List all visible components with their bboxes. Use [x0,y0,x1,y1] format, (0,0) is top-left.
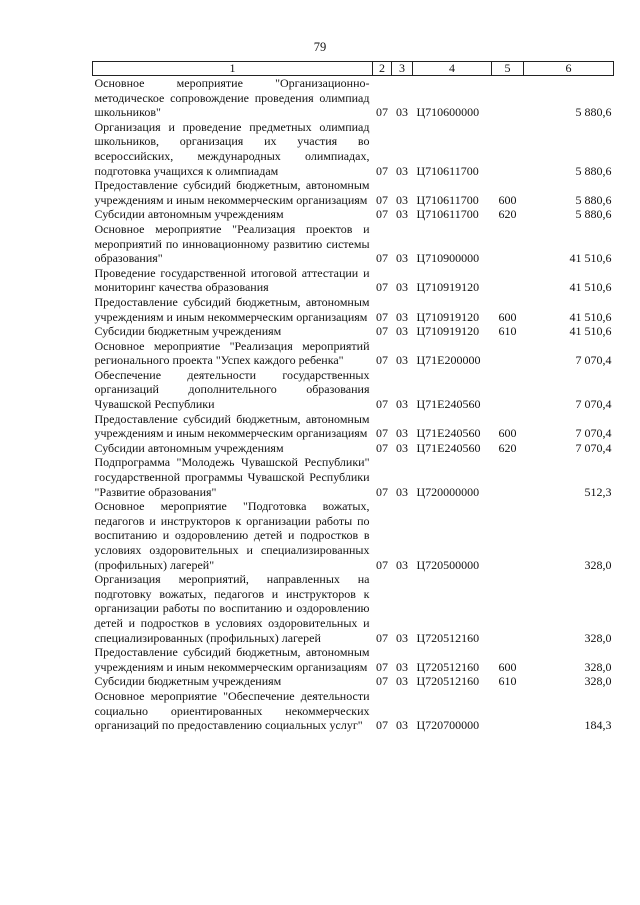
row-target-code-cell: Ц710900000 [416,251,480,266]
row-section-cell: 07 [376,718,388,733]
row-section-cell: 07 [376,105,388,120]
row-name-cell: Субсидии бюджетным учреждениям [94,324,282,339]
table-row [93,499,614,572]
table-row [93,120,614,178]
row-subsection-cell: 03 [396,192,408,207]
table-row [93,368,614,412]
row-section-cell: 07 [376,659,388,674]
row-section-cell: 07 [376,280,388,295]
row-section-cell: 07 [376,353,388,368]
row-subsection-cell: 03 [396,718,408,733]
row-subsection-cell: 03 [396,280,408,295]
row-target-code-cell: Ц710919120 [416,324,480,339]
row-name-cell: Основное мероприятие "Реализация проектов и мероприятий по инновационному развитию системы образования" [94,221,370,266]
row-name-cell: Субсидии автономным учреждениям [94,440,284,455]
row-subsection-cell: 03 [396,105,408,120]
row-amount-cell: 7 070,4 [575,353,612,368]
row-subsection-cell: 03 [396,251,408,266]
table-row [93,76,614,120]
row-name-cell: Организация и проведение предметных олимпиад школьников, организация их участия во всероссийских, международных олимпиадах, подготовка учащихся к олимпиадам [94,119,370,178]
row-expense-type-cell [492,455,524,499]
table-row [93,295,614,324]
row-expense-type-cell [492,266,524,295]
row-expense-type-cell [492,339,524,368]
row-amount-cell: 7 070,4 [575,426,612,441]
row-subsection-cell: 03 [396,630,408,645]
row-amount-cell: 41 510,6 [569,251,612,266]
header-col-5: 5 [492,62,524,76]
row-target-code-cell: Ц720500000 [416,557,480,572]
header-col-2: 2 [373,62,392,76]
header-col-6: 6 [524,62,614,76]
row-name-cell: Предоставление субсидий бюджетным, автономным учреждениям и иным некоммерческим организациям [94,645,370,674]
row-expense-type-cell [492,689,524,733]
row-amount-cell: 41 510,6 [569,324,612,339]
header-col-4: 4 [413,62,492,76]
row-section-cell: 07 [376,309,388,324]
row-section-cell: 07 [376,207,388,222]
row-amount-cell: 328,0 [584,674,612,689]
table-row [93,455,614,499]
row-name-cell: Основное мероприятие "Подготовка вожатых, педагогов и инструкторов к организации работы по воспитанию и оздоровлению детей и подростков в условиях оздоровительных и специализированных (профильных) лагерей" [94,499,370,572]
table-row [93,689,614,733]
table-row [93,207,614,222]
row-amount-cell: 41 510,6 [569,309,612,324]
row-section-cell: 07 [376,674,388,689]
row-target-code-cell: Ц71Е240560 [416,397,481,412]
row-amount-cell: 512,3 [584,484,612,499]
row-amount-cell: 5 880,6 [575,192,612,207]
row-expense-type-cell [492,120,524,178]
row-expense-type-cell [492,76,524,120]
row-subsection-cell: 03 [396,484,408,499]
table-row [93,339,614,368]
table-row [93,324,614,339]
row-name-cell: Проведение государственной итоговой аттестации и мониторинг качества образования [94,265,370,295]
row-expense-type-cell [492,499,524,572]
row-subsection-cell: 03 [396,207,408,222]
row-expense-type-cell: 600 [498,426,517,441]
row-amount-cell: 184,3 [584,718,612,733]
row-subsection-cell: 03 [396,397,408,412]
row-section-cell: 07 [376,557,388,572]
row-subsection-cell: 03 [396,324,408,339]
row-expense-type-cell: 600 [498,659,517,674]
row-expense-type-cell: 610 [498,324,517,339]
table-row [93,645,614,674]
row-target-code-cell: Ц710919120 [416,309,480,324]
row-section-cell: 07 [376,251,388,266]
page-number: 79 [313,40,327,54]
row-expense-type-cell: 600 [498,309,517,324]
row-name-cell: Организация мероприятий, направленных на подготовку вожатых, педагогов и инструкторов к организации работы по воспитанию и оздоровлению детей и подростков в условиях оздоровительных и специализированных (профильных) лагерей [94,572,370,645]
row-target-code-cell: Ц71Е240560 [416,426,481,441]
row-amount-cell: 328,0 [584,659,612,674]
row-target-code-cell: Ц710611700 [416,207,479,222]
row-expense-type-cell: 620 [498,207,517,222]
row-amount-cell: 7 070,4 [575,440,612,455]
row-name-cell: Субсидии бюджетным учреждениям [94,674,282,689]
row-target-code-cell: Ц720000000 [416,484,480,499]
row-amount-cell: 328,0 [584,630,612,645]
row-target-code-cell: Ц720700000 [416,718,480,733]
row-amount-cell: 328,0 [584,557,612,572]
row-target-code-cell: Ц720512160 [416,674,480,689]
row-target-code-cell: Ц710919120 [416,280,480,295]
row-amount-cell: 41 510,6 [569,280,612,295]
row-expense-type-cell: 600 [498,192,517,207]
row-target-code-cell: Ц720512160 [416,630,480,645]
row-name-cell: Основное мероприятие "Обеспечение деятельности социально ориентированных некоммерческих организаций по предоставлению социальных услуг" [94,688,370,733]
row-expense-type-cell [492,222,524,266]
row-subsection-cell: 03 [396,674,408,689]
row-section-cell: 07 [376,440,388,455]
table-row [93,222,614,266]
row-name-cell: Предоставление субсидий бюджетным, автономным учреждениям и иным некоммерческим организациям [94,178,370,207]
row-subsection-cell: 03 [396,659,408,674]
row-section-cell: 07 [376,630,388,645]
row-name-cell: Основное мероприятие "Реализация мероприятий регионального проекта "Успех каждого ребенка" [94,338,370,368]
row-amount-cell: 7 070,4 [575,397,612,412]
row-section-cell: 07 [376,397,388,412]
row-target-code-cell: Ц710600000 [416,105,480,120]
row-section-cell: 07 [376,163,388,178]
row-section-cell: 07 [376,484,388,499]
row-target-code-cell: Ц710611700 [416,192,479,207]
row-amount-cell: 5 880,6 [575,105,612,120]
table-row [93,178,614,207]
row-subsection-cell: 03 [396,163,408,178]
table-row [93,266,614,295]
header-col-3: 3 [392,62,413,76]
row-subsection-cell: 03 [396,353,408,368]
row-section-cell: 07 [376,192,388,207]
row-expense-type-cell: 620 [498,440,517,455]
table-row [93,441,614,456]
row-target-code-cell: Ц720512160 [416,659,480,674]
row-subsection-cell: 03 [396,309,408,324]
table-row [93,412,614,441]
row-name-cell: Обеспечение деятельности государственных организаций дополнительного образования Чувашской Республики [94,367,370,412]
header-col-1: 1 [93,62,373,76]
row-expense-type-cell [492,572,524,645]
row-subsection-cell: 03 [396,557,408,572]
row-target-code-cell: Ц710611700 [416,163,479,178]
row-expense-type-cell [492,368,524,412]
budget-table [92,61,614,733]
row-name-cell: Подпрограмма "Молодежь Чувашской Республики" государственной программы Чувашской Республики "Развитие образования" [94,455,370,499]
row-subsection-cell: 03 [396,426,408,441]
table-header-row [93,62,614,76]
row-section-cell: 07 [376,426,388,441]
row-section-cell: 07 [376,324,388,339]
row-name-cell: Предоставление субсидий бюджетным, автономным учреждениям и иным некоммерческим организациям [94,411,370,441]
row-amount-cell: 5 880,6 [575,207,612,222]
row-amount-cell: 5 880,6 [575,163,612,178]
table-row [93,674,614,689]
table-row [93,572,614,645]
row-expense-type-cell: 610 [498,674,517,689]
row-name-cell: Субсидии автономным учреждениям [94,207,284,222]
row-target-code-cell: Ц71Е240560 [416,440,481,455]
row-target-code-cell: Ц71Е200000 [416,353,481,368]
row-subsection-cell: 03 [396,440,408,455]
row-name-cell: Основное мероприятие "Организационно-методическое сопровождение проведения олимпиад школьников" [94,76,370,120]
row-name-cell: Предоставление субсидий бюджетным, автономным учреждениям и иным некоммерческим организациям [94,294,370,324]
